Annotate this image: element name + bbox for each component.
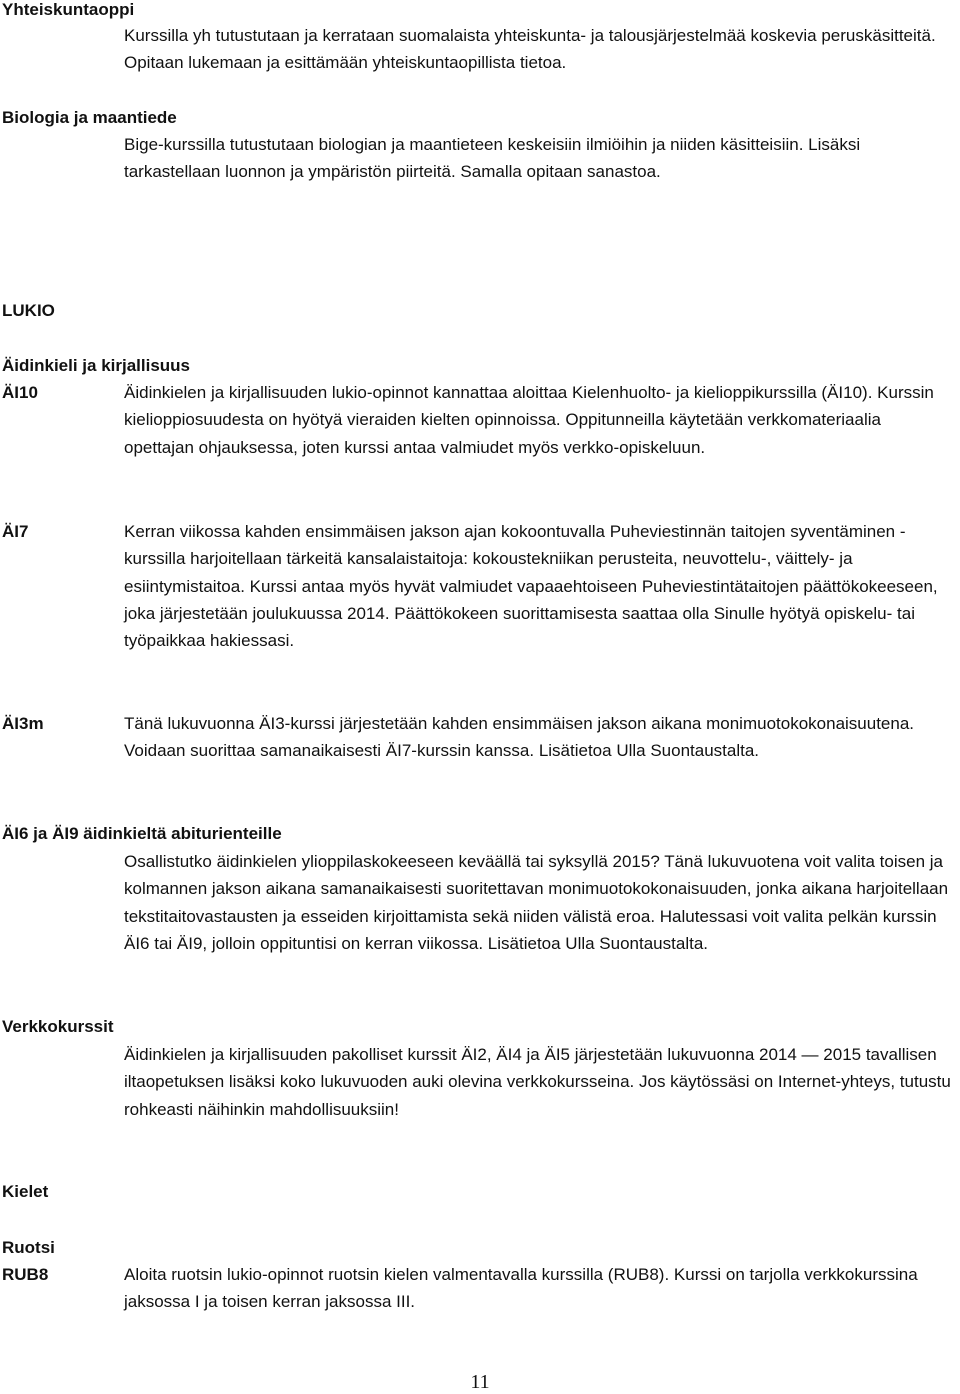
heading-lukio: LUKIO [2,301,55,320]
page-number: 11 [470,1371,490,1393]
paragraph-biologia: Bige-kurssilla tutustutaan biologian ja maantieteen keskeisiin ilmiöihin ja niiden käsitteisiin. Lisäksi tarkastellaan luonnon ja ympäristön piirteitä. Samalla opitaan sanastoa. [124,135,861,182]
course-label-ai3m: ÄI3m [2,714,44,733]
course-text-ai3m: Tänä lukuvuonna ÄI3-kurssi järjestetään kahden ensimmäisen jakson aikana monimuotokokonaisuutena. Voidaan suorittaa samanaikaisesti ÄI7-kurssin kanssa. Lisätietoa Ulla Suontaustalta. [124,714,915,761]
heading-yhteiskuntaoppi: Yhteiskuntaoppi [2,0,135,19]
heading-biologia: Biologia ja maantiede [2,108,177,127]
course-text-ai7: Kerran viikossa kahden ensimmäisen jakson ajan kokoontuvalla Puheviestinnän taitojen syventäminen -kurssilla harjoitellaan tärkeitä kansalaistaitoja: kokoustekniikan perusteita, neuvottelu-, väittely- ja esiintymistaitoa. Kurssi antaa myös hyvät valmiudet vapaaehtoiseen Puheviestintätaitojen päättökokeeseen, joka järjestetään joulukuussa 2014. Päättökokeen suorittamisesta saattaa olla Sinulle hyötyä opiskelu- tai työpaikkaa hakiessasi. [124,522,938,651]
paragraph-abiturientit: Osallistutko äidinkielen ylioppilaskokeeseen keväällä tai syksyllä 2015? Tänä lukuvuotena voit valita toisen ja kolmannen jakson aikana samanaikaisesti suoritettavan monimuotokokonaisuuden, jonka aikana harjoitellaan tekstitaitovastausten ja esseiden kirjoittamista sekä niiden välistä eroa. Halutessasi voit valita pelkän kurssin ÄI6 tai ÄI9, jolloin oppituntisi on kerran viikossa. Lisätietoa Ulla Suontaustalta. [124,852,949,953]
heading-abiturientit: ÄI6 ja ÄI9 äidinkieltä abiturienteille [2,824,282,843]
course-label-ai7: ÄI7 [2,522,29,541]
course-text-rub8: Aloita ruotsin lukio-opinnot ruotsin kielen valmentavalla kurssilla (RUB8). Kurssi on tarjolla verkkokurssina jaksossa I ja toisen kerran jaksossa III. [124,1265,918,1312]
course-text-ai10: Äidinkielen ja kirjallisuuden lukio-opinnot kannattaa aloittaa Kielenhuolto- ja kielioppikurssilla (ÄI10). Kurssin kielioppiosuudesta on hyötyä vieraiden kielten opinnoissa. Oppitunneilla käytetään verkkomateriaalia opettajan ohjauksessa, joten kurssi antaa valmiudet myös verkko-opiskeluun. [124,383,934,457]
course-label-rub8: RUB8 [2,1265,49,1284]
heading-verkkokurssit: Verkkokurssit [2,1017,114,1036]
course-label-ai10: ÄI10 [2,383,38,402]
heading-kielet: Kielet [2,1182,49,1201]
paragraph-verkkokurssit: Äidinkielen ja kirjallisuuden pakolliset kurssit ÄI2, ÄI4 ja ÄI5 järjestetään lukuvuonna 2014 — 2015 tavallisen iltaopetuksen lisäksi koko lukuvuoden auki olevina verkkokursseina. Jos käytössäsi on Internet-yhteys, tutustu rohkeasti näihinkin mahdollisuuksiin! [124,1045,951,1119]
heading-aidinkieli: Äidinkieli ja kirjallisuus [2,356,191,375]
heading-ruotsi: Ruotsi [2,1238,55,1257]
paragraph-yhteiskuntaoppi: Kurssilla yh tutustutaan ja kerrataan suomalaista yhteiskunta- ja talousjärjestelmää koskevia peruskäsitteitä. Opitaan lukemaan ja esittämään yhteiskuntaopillista tietoa. [124,26,936,73]
